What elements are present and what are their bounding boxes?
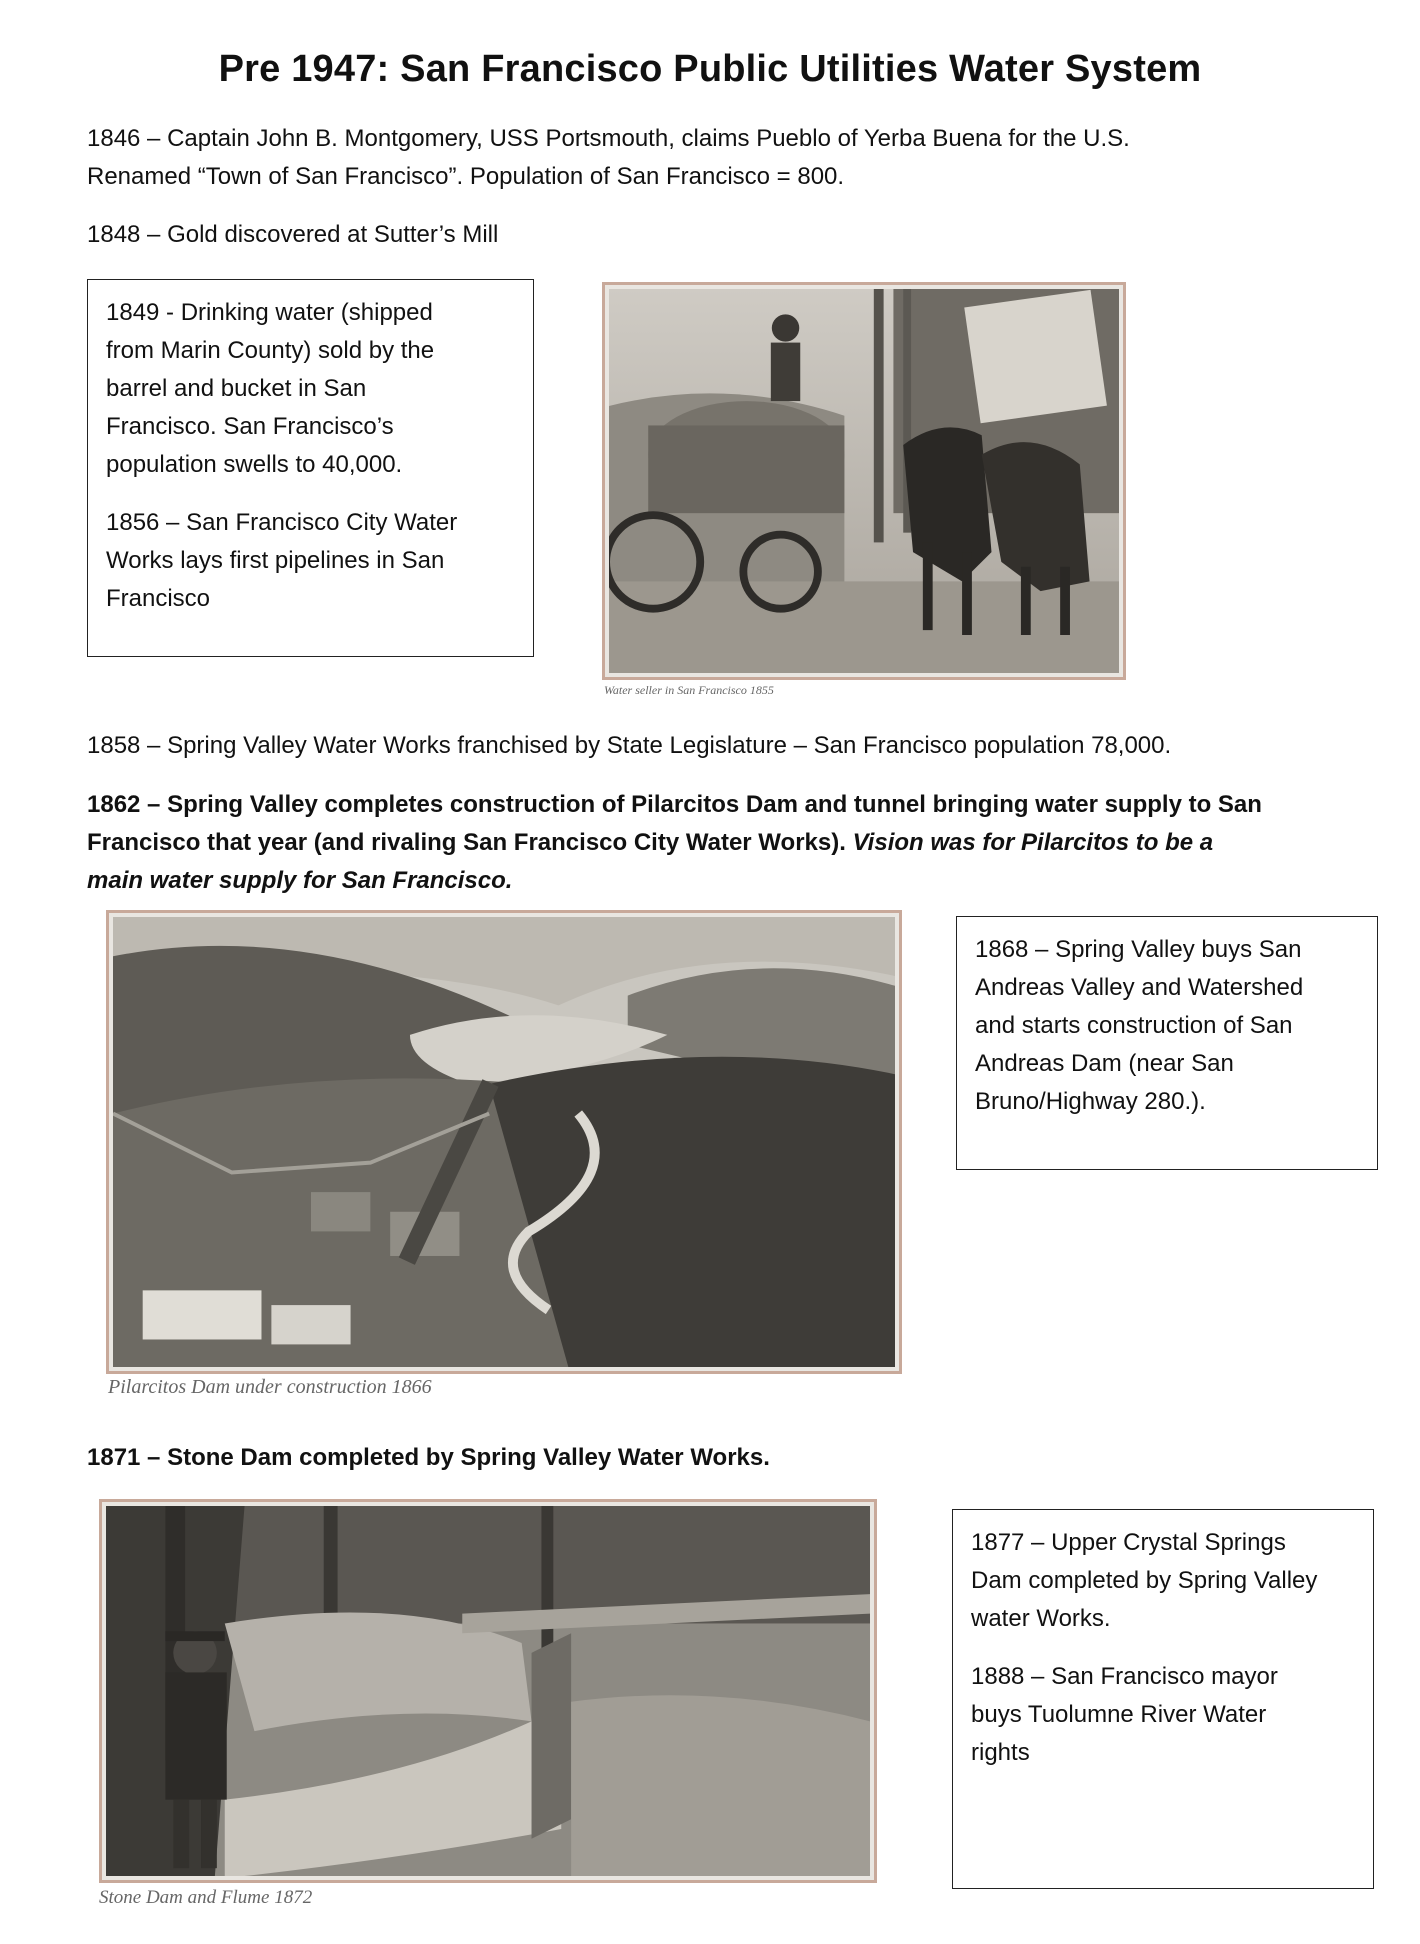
entry-1862-line-1: 1862 – Spring Valley completes construction of Pilarcitos Dam and tunnel bringing water supply to San	[87, 791, 1262, 818]
box-paragraph-1849	[106, 294, 515, 484]
box-line: rights	[971, 1739, 1030, 1766]
box-line: buys Tuolumne River Water	[971, 1701, 1267, 1728]
box-line: water Works.	[971, 1605, 1111, 1632]
box-line: barrel and bucket in San	[106, 375, 367, 402]
entry-1846-line-1: 1846 – Captain John B. Montgomery, USS Portsmouth, claims Pueblo of Yerba Buena for the U.S.	[87, 125, 1130, 152]
box-line: Francisco	[106, 585, 211, 612]
box-line: 1877 – Upper Crystal Springs	[971, 1529, 1286, 1556]
text-box-1877-1888	[952, 1509, 1374, 1889]
box-line: population swells to 40,000.	[106, 451, 403, 478]
box-line: 1868 – Spring Valley buys San	[975, 936, 1302, 963]
entry-1862-line-2	[87, 824, 1387, 862]
box-line: Francisco. San Francisco’s	[106, 413, 394, 440]
entry-1862-line-2-text: Francisco that year (and rivaling San Francisco City Water Works).	[87, 829, 853, 856]
photo-pilarcitos-dam	[106, 910, 902, 1374]
photo-water-seller	[602, 282, 1126, 680]
box-line: 1849 - Drinking water (shipped	[106, 299, 433, 326]
caption-water-seller: Water seller in San Francisco 1855	[604, 683, 774, 697]
entry-1858: 1858 – Spring Valley Water Works franchised by State Legislature – San Francisco population 78,000.	[87, 732, 1172, 759]
box-line: from Marin County) sold by the	[106, 337, 435, 364]
entry-1846-line-2: Renamed “Town of San Francisco”. Population of San Francisco = 800.	[87, 163, 845, 190]
box-line: Andreas Dam (near San	[975, 1050, 1234, 1077]
caption-pilarcitos-dam: Pilarcitos Dam under construction 1866	[108, 1376, 432, 1398]
photo-stone-dam	[99, 1499, 877, 1883]
entry-1846	[87, 120, 1347, 196]
text-box-1849-1856	[87, 279, 534, 657]
text-box-1868	[956, 916, 1378, 1170]
box-paragraph-1856	[106, 504, 515, 618]
box-line: Works lays first pipelines in San	[106, 547, 445, 574]
box-line: Dam completed by Spring Valley	[971, 1567, 1318, 1594]
caption-stone-dam: Stone Dam and Flume 1872	[99, 1887, 313, 1908]
box-line: and starts construction of San	[975, 1012, 1293, 1039]
entry-1862-vision-text: Vision was for Pilarcitos to be a	[852, 829, 1214, 856]
entry-1862-line-3: main water supply for San Francisco.	[87, 867, 513, 894]
box-paragraph-1868	[975, 931, 1359, 1121]
entry-1848: 1848 – Gold discovered at Sutter’s Mill	[87, 221, 499, 248]
stone-dam-illustration	[106, 1506, 870, 1876]
water-seller-illustration	[609, 289, 1119, 673]
pilarcitos-dam-illustration	[113, 917, 895, 1367]
box-line: Andreas Valley and Watershed	[975, 974, 1304, 1001]
box-line: Bruno/Highway 280.).	[975, 1088, 1206, 1115]
page-title: Pre 1947: San Francisco Public Utilities Water System	[218, 48, 1202, 90]
entry-1862	[87, 786, 1387, 900]
box-line: 1856 – San Francisco City Water	[106, 509, 458, 536]
box-paragraph-1888	[971, 1658, 1355, 1772]
entry-1871: 1871 – Stone Dam completed by Spring Valley Water Works.	[87, 1444, 770, 1471]
box-paragraph-1877	[971, 1524, 1355, 1638]
box-line: 1888 – San Francisco mayor	[971, 1663, 1278, 1690]
